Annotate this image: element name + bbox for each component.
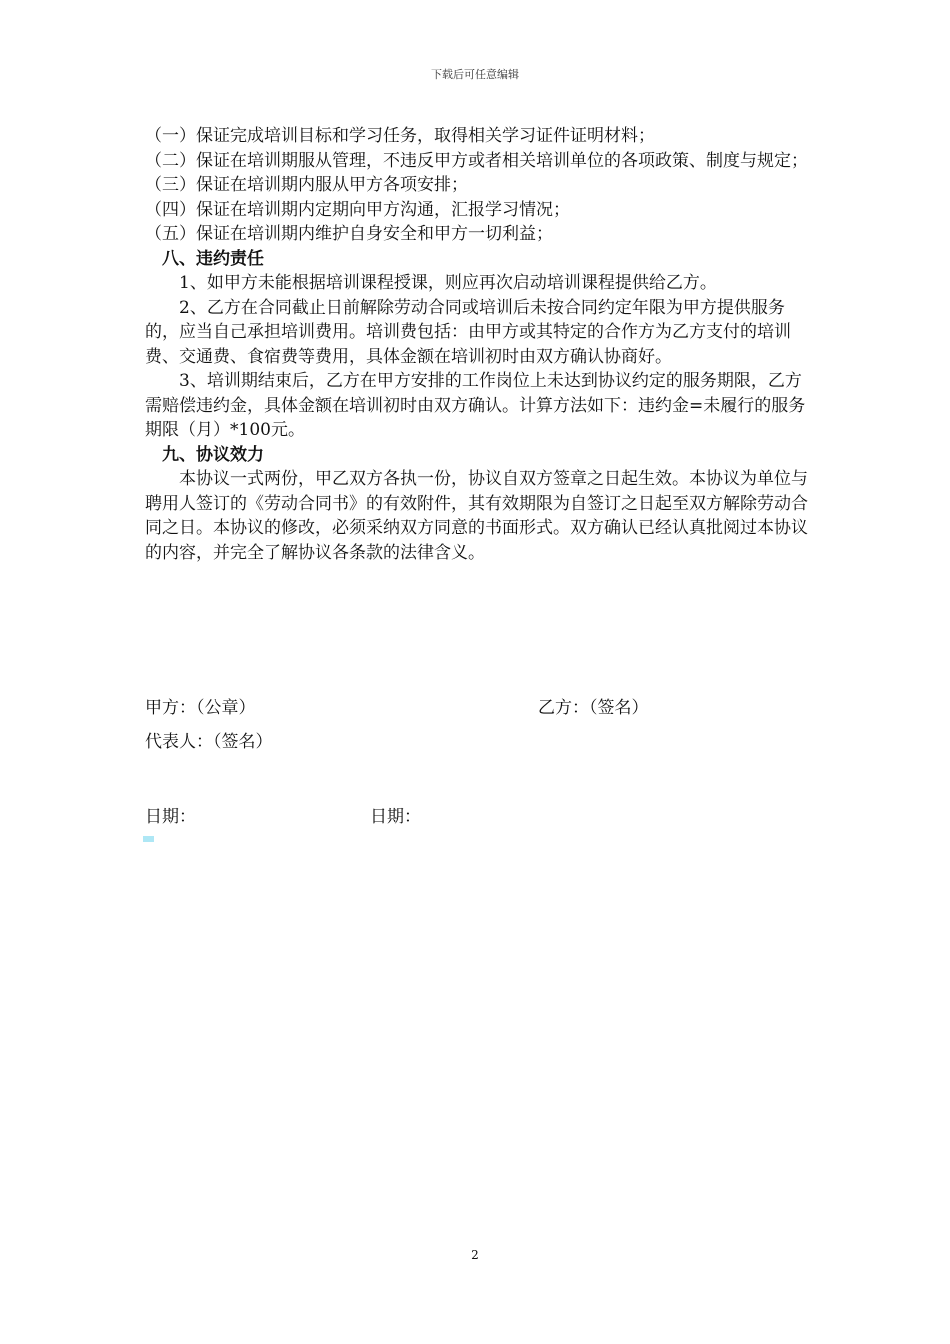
obligation-item-2: （二）保证在培训期服从管理，不违反甲方或者相关培训单位的各项政策、制度与规定； (145, 150, 808, 171)
party-b-label: 乙方：（签名） (538, 698, 649, 718)
page-number: 2 (471, 1248, 479, 1262)
page-header: 下载后可任意编辑 (431, 68, 519, 81)
section-8-item-3: 3、培训期结束后，乙方在甲方安排的工作岗位上未达到协议约定的服务期限，乙方需赔偿违约金，具体金额在培训初时由双方确认。计算方法如下：违约金=未履行的服务期限（月）*100元。 (145, 371, 806, 440)
obligation-item-4: （四）保证在培训期内定期向甲方沟通，汇报学习情况； (145, 199, 570, 220)
party-a-label: 甲方：（公章） (145, 698, 256, 718)
section-8-heading: 八、违约责任 (162, 248, 264, 269)
date-b-label: 日期： (370, 807, 421, 827)
section-8-item-1: 1、如甲方未能根据培训课程授课，则应再次启动培训课程提供给乙方。 (179, 273, 717, 293)
date-a-label: 日期： (145, 807, 196, 827)
obligation-item-5: （五）保证在培训期内维护自身安全和甲方一切利益； (145, 224, 553, 244)
representative-label: 代表人：（签名） (145, 732, 273, 752)
section-9-text: 本协议一式两份，甲乙双方各执一份，协议自双方签章之日起生效。本协议为单位与聘用人签订的《劳动合同书》的有效附件，其有效期限为自签订之日起至双方解除劳动合同之日。本协议的修改，必须采纳双方同意的书面形式。双方确认已经认真批阅过本协议的内容，并完全了解协议各条款的法律含义。 (145, 469, 808, 563)
obligation-item-3: （三）保证在培训期内服从甲方各项安排； (145, 175, 468, 195)
section-8-item-2: 2、乙方在合同截止日前解除劳动合同或培训后未按合同约定年限为甲方提供服务的，应当自己承担培训费用。培训费包括：由甲方或其特定的合作方为乙方支付的培训费、交通费、食宿费等费用，具体金额在培训初时由双方确认协商好。 (145, 297, 791, 367)
document-body (145, 124, 813, 565)
text-cursor-marker (143, 836, 154, 842)
section-9-heading: 九、协议效力 (162, 444, 264, 465)
obligation-item-1: （一）保证完成培训目标和学习任务，取得相关学习证件证明材料； (145, 126, 655, 146)
